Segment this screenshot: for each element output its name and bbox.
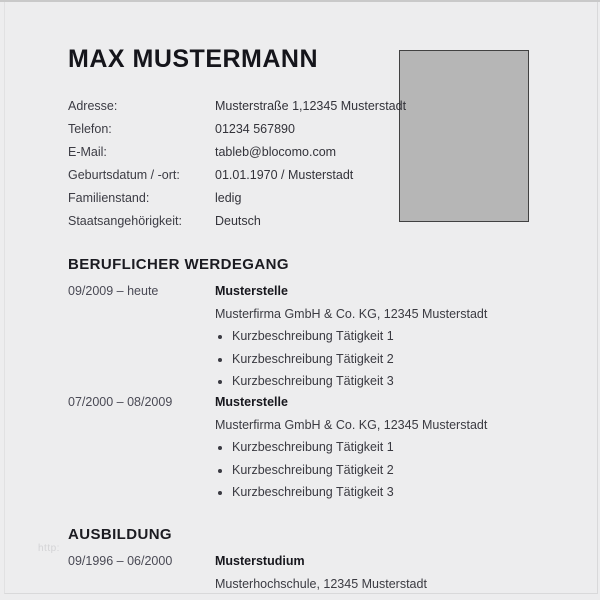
info-row-telefon: [68, 118, 538, 141]
info-value: tableb@blocomo.com: [215, 145, 337, 159]
bullet-item: • Kurzbeschreibung Tätigkeit 1: [232, 436, 568, 459]
section-title-career: BERUFLICHER WERDEGANG: [68, 256, 289, 273]
entry-role: Musterstudium: [215, 554, 305, 568]
info-label: Telefon:: [68, 122, 112, 136]
info-value: 01.01.1970 / Musterstadt: [215, 168, 354, 182]
entry-body: [215, 391, 568, 504]
info-label: Adresse:: [68, 99, 118, 113]
entry-organization: Musterfirma GmbH & Co. KG, 12345 Musterstadt: [215, 417, 488, 432]
info-label: Geburtsdatum / -ort:: [68, 168, 180, 182]
watermark-text: http:: [38, 543, 60, 554]
bullet-item: • Kurzbeschreibung Tätigkeit 1: [232, 325, 568, 348]
bullet-item: • Kurzbeschreibung Tätigkeit 3: [232, 370, 568, 393]
entry-role: Musterstelle: [215, 284, 288, 298]
info-label: Staatsangehörigkeit:: [68, 214, 182, 228]
entry-organization: Musterhochschule, 12345 Musterstadt: [215, 576, 427, 591]
info-label: E-Mail:: [68, 145, 107, 159]
info-row-email: [68, 141, 538, 164]
personal-info-list: [68, 95, 538, 233]
entry-bullet-list: [215, 325, 568, 393]
info-row-geburtsdatum: [68, 164, 538, 187]
page-title: MAX MUSTERMANN: [68, 45, 319, 73]
career-entry: [68, 280, 568, 393]
entry-period: 09/2009 – heute: [68, 284, 159, 298]
info-row-staatsangehoerigkeit: [68, 210, 538, 233]
bullet-item: • Kurzbeschreibung Tätigkeit 2: [232, 459, 568, 482]
section-title-education: AUSBILDUNG: [68, 526, 172, 543]
info-label: Familienstand:: [68, 191, 150, 205]
info-row-familienstand: [68, 187, 538, 210]
info-value: Deutsch: [215, 214, 261, 228]
entry-body: [215, 550, 568, 595]
bullet-item: • Kurzbeschreibung Tätigkeit 3: [232, 481, 568, 504]
entry-organization: Musterfirma GmbH & Co. KG, 12345 Musterstadt: [215, 306, 488, 321]
info-value: ledig: [215, 191, 242, 205]
entry-period: 07/2000 – 08/2009: [68, 395, 173, 409]
entry-body: [215, 280, 568, 393]
info-row-adresse: [68, 95, 538, 118]
education-entry: [68, 550, 568, 595]
entry-role: Musterstelle: [215, 395, 288, 409]
info-value: Musterstraße 1,12345 Musterstadt: [215, 99, 407, 113]
career-entry: [68, 391, 568, 504]
info-value: 01234 567890: [215, 122, 295, 136]
entry-period: 09/1996 – 06/2000: [68, 554, 173, 568]
bullet-item: • Kurzbeschreibung Tätigkeit 2: [232, 348, 568, 371]
page-top-border: [0, 0, 600, 2]
entry-bullet-list: [215, 436, 568, 504]
